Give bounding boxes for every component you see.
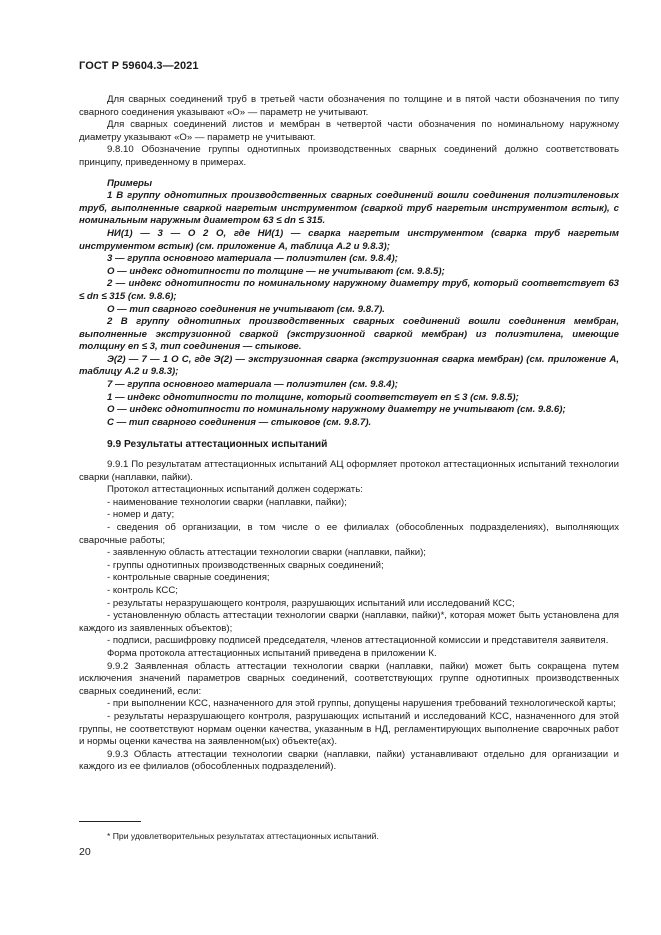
- list-item: - контрольные сварные соединения;: [107, 572, 270, 584]
- footnote-divider: [79, 821, 141, 822]
- example-line: О — тип сварного соединения не учитывают (см. 9.8.7).: [107, 303, 385, 315]
- section-heading: 9.9 Результаты аттестационных испытаний: [107, 439, 328, 451]
- paragraph: Протокол аттестационных испытаний должен содержать:: [107, 484, 363, 496]
- paragraph: 9.9.3 Область аттестации технологии сварки (наплавки, пайки) устанавливают отдельно для организации и каждого из ее филиалов (обособленных подразделений).: [79, 748, 619, 773]
- paragraph: Форма протокола аттестационных испытаний приведена в приложении К.: [107, 647, 437, 659]
- footnote: * При удовлетворительных результатах аттестационных испытаний.: [107, 831, 379, 841]
- example-line: 7 — группа основного материала — полиэтилен (см. 9.8.4);: [107, 379, 398, 391]
- paragraph: 9.9.1 По результатам аттестационных испытаний АЦ оформляет протокол аттестационных испытаний технологии сварки (наплавки, пайки).: [79, 459, 619, 483]
- example-line: С — тип сварного соединения — стыковое (см. 9.8.7).: [107, 416, 372, 428]
- list-item: - результаты неразрушающего контроля, разрушающих испытаний и исследований КСС, назначенного для этой группы, не соответствуют нормам оценки качества, указанным в НД, регламентирующих выполнение сварочных работ и нормы оценки качества на заявленном(ых) объекте(ах).: [79, 710, 619, 748]
- example-line: 3 — группа основного материала — полиэтилен (см. 9.8.4);: [107, 253, 398, 265]
- example-line: 1 В группу однотипных производственных сварных соединений вошли соединения полиэтиленовых труб, выполненные сваркой нагретым инструментом (сваркой труб нагретым инструментом встык), с номинальным наружным диаметром 63 ≤ dn ≤ 315.: [79, 190, 619, 227]
- document-code-header: ГОСТ Р 59604.3—2021: [79, 60, 199, 72]
- list-item: - наименование технологии сварки (наплавки, пайки);: [107, 496, 347, 508]
- spacer: [79, 170, 619, 178]
- example-line: 2 — индекс однотипности по номинальному наружному диаметру труб, который соответствует 63 ≤ dn ≤ 315 (см. 9.8.6);: [79, 278, 619, 302]
- list-item: - подписи, расшифровку подписей председателя, членов аттестационной комиссии и представителя заявителя.: [107, 635, 609, 647]
- list-item: - группы однотипных производственных сварных соединений;: [107, 559, 384, 571]
- paragraph: 9.9.2 Заявленная область аттестации технологии сварки (наплавки, пайки) может быть сокращена путем исключения значений параметров сварных соединений, соответствующих группе однотипных производственных сварных соединений, если:: [79, 660, 619, 697]
- example-line: 2 В группу однотипных производственных сварных соединений вошли соединения мембран, выполненные экструзионной сваркой (экструзионной сваркой мембран) из полиэтилена, имеющие толщину en ≤ 3, тип соединения — стыкове.: [79, 316, 619, 353]
- page-number: 20: [79, 846, 91, 858]
- example-line: О — индекс однотипности по толщине — не учитывают (см. 9.8.5);: [107, 265, 445, 277]
- list-item: - при выполнении КСС, назначенного для этой группы, допущены нарушения требований технологической карты;: [107, 698, 616, 710]
- examples-title: Примеры: [107, 177, 153, 189]
- paragraph: Для сварных соединений труб в третьей части обозначения по толщине и в пятой части обозначения по типу сварного соединения указывают «О» — параметр не учитывают.: [79, 94, 619, 118]
- example-line: НИ(1) — 3 — О 2 О, где НИ(1) — сварка нагретым инструментом (сварка труб нагретым инструментом встык) (см. приложение А, таблица А.2 и 9.8.3);: [79, 227, 619, 252]
- list-item: - контроль КСС;: [107, 584, 178, 596]
- example-line: 1 — индекс однотипности по толщине, который соответствует en ≤ 3 (см. 9.8.5);: [107, 391, 519, 403]
- document-body: [79, 94, 619, 774]
- example-line: Э(2) — 7 — 1 О С, где Э(2) — экструзионная сварка (экструзионная сварка мембран) (см. приложение А, таблицу А.2 и 9.8.3);: [79, 353, 619, 378]
- list-item: - номер и дату;: [107, 509, 175, 521]
- example-line: О — индекс однотипности по номинальному наружному диаметру не учитывают (см. 9.8.6);: [107, 404, 566, 416]
- list-item: - сведения об организации, в том числе о ее филиалах (обособленных подразделениях), выполняющих сварочные работы;: [79, 522, 619, 546]
- paragraph: 9.8.10 Обозначение группы однотипных производственных сварных соединений должно соответствовать принципу, приведенному в примерах.: [79, 144, 619, 168]
- list-item: - результаты неразрушающего контроля, разрушающих испытаний или исследований КСС;: [107, 597, 515, 609]
- list-item: - установленную область аттестации технологии сварки (наплавки, пайки)*, которая может быть установлена для каждого из заявленных объектов);: [79, 610, 619, 634]
- paragraph: Для сварных соединений листов и мембран в четвертой части обозначения по номинальному наружному диаметру указывают «О» — параметр не учитывают.: [79, 119, 619, 143]
- list-item: - заявленную область аттестации технологии сварки (наплавки, пайки);: [107, 547, 426, 559]
